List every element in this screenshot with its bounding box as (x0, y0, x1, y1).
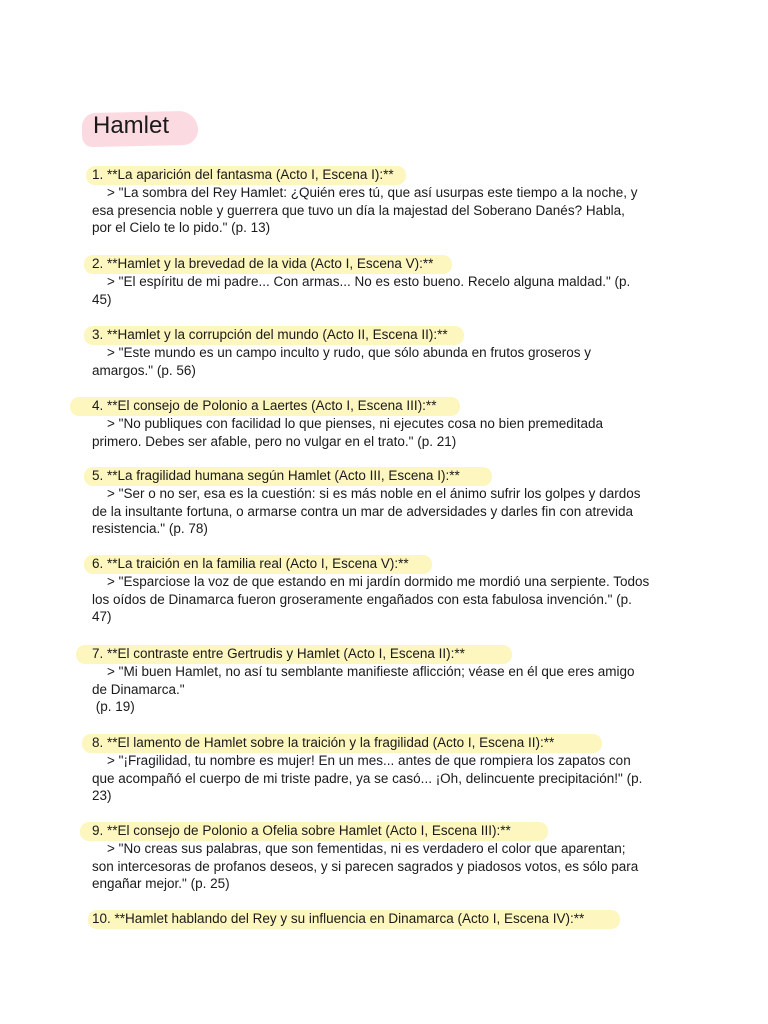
item-quote: > "¡Fragilidad, tu nombre es mujer! En un mes... antes de que rompiera los zapatos con que acompañó el cuerpo de mi triste padre, ya se casó... ¡Oh, delincuente precipitación!" (p. 23) (92, 752, 643, 804)
heading-text: 10. **Hamlet hablando del Rey y su influencia en Dinamarca (Acto I, Escena IV):** (92, 911, 585, 926)
heading-text: 6. **La traición en la familia real (Acto I, Escena V):** (92, 556, 409, 571)
item-heading (92, 822, 682, 840)
item-heading (92, 397, 682, 415)
heading-text: 9. **El consejo de Polonio a Ofelia sobre Hamlet (Acto I, Escena III):** (92, 823, 511, 838)
quote-item-8 (92, 734, 682, 805)
quote-item-4 (92, 397, 682, 450)
quote-item-1 (92, 166, 682, 237)
item-quote: > "No publiques con facilidad lo que pienses, ni ejecutes cosa no bien premeditada primero. Debes ser afable, pero no vulgar en el trato." (p. 21) (92, 415, 604, 449)
quote-item-3 (92, 326, 682, 379)
item-heading (92, 734, 682, 752)
item-quote: > "El espíritu de mi padre... Con armas... No es esto bueno. Recelo alguna maldad." (p. 45) (92, 273, 631, 307)
heading-text: 2. **Hamlet y la brevedad de la vida (Acto I, Escena V):** (92, 256, 434, 271)
heading-text: 8. **El lamento de Hamlet sobre la traición y la fragilidad (Acto I, Escena II):** (92, 735, 555, 750)
item-heading (92, 555, 682, 573)
heading-text: 7. **El contraste entre Gertrudis y Hamlet (Acto I, Escena II):** (92, 646, 465, 661)
item-heading (92, 910, 682, 928)
title-block (82, 108, 200, 148)
item-heading (92, 645, 682, 663)
quote-item-5 (92, 467, 682, 538)
heading-text: 3. **Hamlet y la corrupción del mundo (Acto II, Escena II):** (92, 327, 448, 342)
item-quote: > "Mi buen Hamlet, no así tu semblante manifieste aflicción; véase en él que eres amigo de Dinamarca." (p. 19) (92, 663, 635, 715)
quote-item-9 (92, 822, 682, 893)
quote-item-2 (92, 255, 682, 308)
item-quote: > "Ser o no ser, esa es la cuestión: si es más noble en el ánimo sufrir los golpes y dardos de la insultante fortuna, o armarse contra un mar de adversidades y darles fin con atrevida resistencia." (p. 78) (92, 485, 641, 537)
item-quote: > "Este mundo es un campo inculto y rudo, que sólo abunda en frutos groseros y amargos." (p. 56) (92, 344, 591, 378)
heading-text: 4. **El consejo de Polonio a Laertes (Acto I, Escena III):** (92, 398, 437, 413)
quote-item-7 (92, 645, 682, 716)
heading-text: 5. **La fragilidad humana según Hamlet (Acto III, Escena I):** (92, 468, 460, 483)
item-quote: > "La sombra del Rey Hamlet: ¿Quién eres tú, que así usurpas este tiempo a la noche, y esa presencia noble y guerrera que tuvo un día la majestad del Soberano Danés? Habla, por el Cielo te lo pido." (p. 13) (92, 184, 638, 236)
heading-text: 1. **La aparición del fantasma (Acto I, Escena I):** (92, 167, 394, 182)
quote-item-6 (92, 555, 682, 626)
item-quote: > "No creas sus palabras, que son fementidas, ni es verdadero el color que aparentan; son intercesoras de profanos deseos, y si parecen sagrados y piadosos votos, es sólo para engañar mejor." (p. 25) (92, 840, 639, 892)
item-heading (92, 166, 682, 184)
page-title: Hamlet (93, 112, 170, 139)
quote-item-10 (92, 910, 682, 928)
item-heading (92, 326, 682, 344)
item-quote: > "Esparciose la voz de que estando en mi jardín dormido me mordió una serpiente. Todos los oídos de Dinamarca fueron groseramente engañados con esta fabulosa invención." (p. 47) (92, 573, 650, 625)
item-heading (92, 255, 682, 273)
item-heading (92, 467, 682, 485)
